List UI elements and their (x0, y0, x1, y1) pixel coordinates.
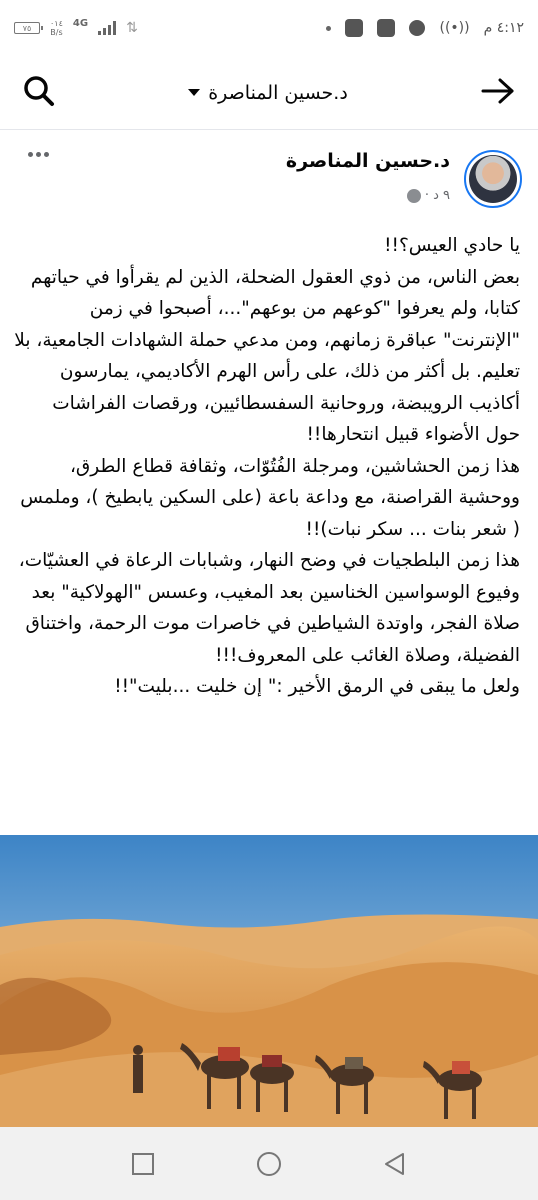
header-title: د.حسين المناصرة (208, 81, 348, 104)
post (0, 130, 538, 697)
avatar[interactable] (464, 150, 522, 208)
app-header (0, 56, 538, 130)
avatar-photo (469, 155, 517, 203)
status-right (326, 19, 524, 37)
post-meta (407, 188, 450, 203)
post-time[interactable]: ٩ د · (424, 188, 450, 203)
hotspot-icon: ((•)) (439, 20, 470, 36)
network-speed (50, 19, 63, 37)
globe-icon (407, 189, 421, 203)
app-icon (377, 19, 395, 37)
post-paragraph: يا حادي العيس؟!! (384, 235, 520, 256)
post-paragraph: هذا زمن البلطجيات في وضح النهار، وشبابات الرعاة في العشيّات، وفيوع الوسواسين الخناسين بعد المغيب، وعسس "الهولاكية" بعد صلاة الفجر، واوتدة الشياطين في خاصرات موت الرحمة، واختناق الفضيلة، وصلاة الغائب على المعروف!!! (18, 550, 520, 666)
post-header (0, 130, 538, 220)
system-navbar (0, 1127, 538, 1200)
data-arrows-icon: ⇅ (126, 20, 138, 36)
header-title-button[interactable] (188, 82, 348, 104)
speed-unit: B/s (50, 28, 63, 37)
search-icon[interactable] (22, 74, 56, 112)
arrow-icon[interactable] (480, 76, 516, 110)
circle-icon[interactable] (249, 1144, 289, 1184)
status-bar (0, 0, 538, 56)
battery-level: ٧٥ (22, 23, 32, 33)
speed-value: ٠١٤ (50, 19, 63, 28)
post-paragraph: هذا زمن الحشاشين، ومرجلة الفُتُوّات، وثقافة قطاع الطرق، ووحشية القراصنة، مع وداعة باعة (على السكين يابطيخ )، وملمس ( شعر بنات ... سكر نبات)!! (20, 455, 520, 540)
notification-dot-icon (326, 26, 331, 31)
desert-camels-image (0, 835, 538, 1127)
square-icon[interactable] (123, 1144, 163, 1184)
post-image[interactable] (0, 835, 538, 1127)
network-type: 4G (72, 17, 89, 29)
status-left (14, 19, 138, 37)
signal-icon (98, 21, 116, 35)
clock: ٤:١٢ م (483, 20, 524, 36)
battery-icon (14, 22, 40, 34)
post-author[interactable]: د.حسين المناصرة (285, 150, 450, 172)
post-paragraph: ولعل ما يبقى في الرمق الأخير :" إن خليت ...بليت"!! (114, 676, 520, 697)
post-text (0, 230, 538, 703)
more-icon[interactable] (28, 152, 49, 157)
chevron-down-icon (188, 89, 200, 96)
post-paragraph: بعض الناس، من ذوي العقول الضحلة، الذين لم يقرأوا في حياتهم كتابا، ولم يعرفوا "كوعهم من بوعهم"...، أصبحوا في زمن "الإنترنت" عباقرة زمانهم، ومن مدعي حملة الشهادات الجامعية، بلا تعليم. بل أكثر من ذلك، على رأس الهرم الأكاديمي، يمارسون أكاذيب الرويبضة، وروحانية السفسطائيين، ورقصات الفراشات حول الأضواء قبيل انتحارها!! (14, 266, 520, 445)
shield-icon (409, 20, 425, 36)
triangle-back-icon[interactable] (375, 1144, 415, 1184)
game-icon (345, 19, 363, 37)
